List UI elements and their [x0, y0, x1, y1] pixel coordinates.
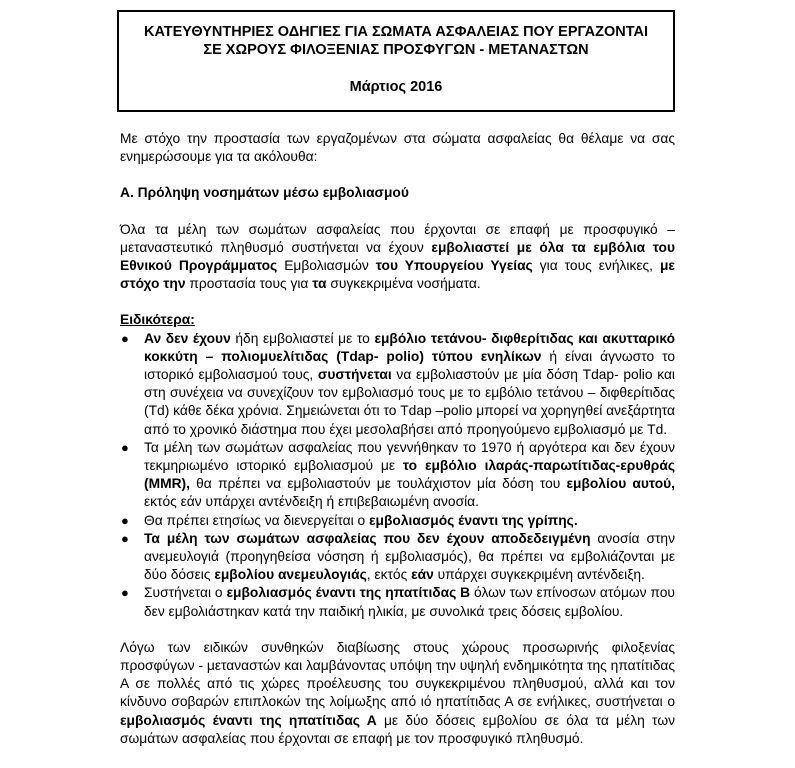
intro-paragraph: Με στόχο την προστασία των εργαζομένων στα σώματα ασφαλείας θα θέλαμε να σας ενημερώσουμε για τα ακόλουθα:: [120, 131, 675, 165]
vaccination-list: [120, 330, 675, 621]
list-item: ● Αν δεν έχουν ήδη εμβολιαστεί με το εμβόλιο τετάνου- διφθερίτιδας και ακυτταρικό κοκκύτη – πολιομυελίτιδας (Tdap- polio) τύπου ενηλίκων ή είναι άγνωστο το ιστορικό εμβολιασμού τους, συστήνεται να εμβολιαστούν με μία δόση Tdap- polio και στη συνέχεια να συνεχίζουν τον εμβολιασμό τους με το εμβόλιο τετάνου – διφθερίτιδας (Td) κάθε δέκα χρόνια. Σημειώνεται ότι το Tdap –polio μπορεί να χορηγηθεί ανεξάρτητα από το χρονικό διάστημα που έχει μεσολαβήσει από προηγούμενο εμβολιασμό με Td.: [121, 330, 676, 437]
specifically-heading: Ειδικότερα:: [120, 312, 195, 328]
title-line-1: ΚΑΤΕΥΘΥΝΤΗΡΙΕΣ ΟΔΗΓΙΕΣ ΓΙΑ ΣΩΜΑΤΑ ΑΣΦΑΛΕΙΑΣ ΠΟΥ ΕΡΓΑΖΟΝΤΑΙ: [143, 24, 649, 40]
bullet-icon: ●: [121, 330, 129, 346]
list-item: ● Τα μέλη των σωμάτων ασφαλείας που δεν έχουν αποδεδειγμένη ανοσία στην ανεμευλογιά (προηγηθείσα νόσηση ή εμβολιασμός), θα πρέπει να εμβολιάζονται με δύο δόσεις εμβολίου ανεμευλογιάς, εκτός εάν υπάρχει συγκεκριμένη αντένδειξη.: [121, 530, 675, 583]
bullet-icon: ●: [121, 512, 129, 528]
section-a-title: Α. Πρόληψη νοσημάτων μέσω εμβολιασμού: [120, 185, 409, 201]
list-item: ● Συστήνεται ο εμβολιασμός έναντι της ηπατίτιδας Β όλων των επίνοσων ατόμων που δεν εμβολιάστηκαν κατά την παιδική ηλικία, με συνολικά τρεις δόσεις εμβολίου.: [121, 585, 675, 619]
bullet-icon: ●: [121, 585, 129, 601]
list-item: ● Τα μέλη των σωμάτων ασφαλείας που γεννήθηκαν το 1970 ή αργότερα και δεν έχουν τεκμηριωμένο ιστορικό εμβολιασμού με το εμβόλιο ιλαράς-παρωτίτιδας-ερυθράς (MMR), θα πρέπει να εμβολιαστούν με τουλάχιστον μία δόση του εμβολίου αυτού, εκτός εάν υπάρχει αντένδειξη ή επιβεβαιωμένη ανοσία.: [121, 439, 676, 510]
document-date: Μάρτιος 2016: [349, 79, 443, 95]
list-item: ● Θα πρέπει ετησίως να διενεργείται ο εμβολιασμός έναντι της γρίπης.: [120, 512, 675, 530]
section-a-paragraph-1: Όλα τα μέλη των σωμάτων ασφαλείας που έρχονται σε επαφή με προσφυγικό – μεταναστευτικό πληθυσμό συστήνεται να έχουν εμβολιαστεί με όλα τα εμβόλια του Εθνικού Προγράμματος Εμβολιασμών του Υπουργείου Υγείας για τους ενήλικες, με στόχο την προστασία τους για τα συγκεκριμένα νοσήματα.: [120, 221, 675, 292]
title-line-2: ΣΕ ΧΩΡΟΥΣ ΦΙΛΟΞΕΝΙΑΣ ΠΡΟΣΦΥΓΩΝ - ΜΕΤΑΝΑΣΤΩΝ: [203, 42, 589, 58]
section-a-paragraph-2: Λόγω των ειδικών συνθηκών διαβίωσης στους χώρους προσωρινής φιλοξενίας προσφύγων - μεταναστών και λαμβάνοντας υπόψη την υψηλή ενδημικότητα της ηπατίτιδας Α σε πολλές από τις χώρες προέλευσης του συγκεκριμένου πληθυσμού, αλλά και τον κίνδυνο σοβαρών επιπλοκών της λοίμωξης από ιό ηπατίτιδας Α σε ενήλικες, συστήνεται ο εμβολιασμός έναντι της ηπατίτιδας Α με δύο δόσεις εμβολίου σε όλα τα μέλη των σωμάτων ασφαλείας που έρχονται σε επαφή με τον προσφυγικό πληθυσμό.: [120, 639, 675, 746]
bullet-icon: ●: [121, 530, 129, 546]
document-body: [120, 130, 675, 748]
title-box: [117, 10, 675, 112]
bullet-icon: ●: [121, 439, 129, 455]
